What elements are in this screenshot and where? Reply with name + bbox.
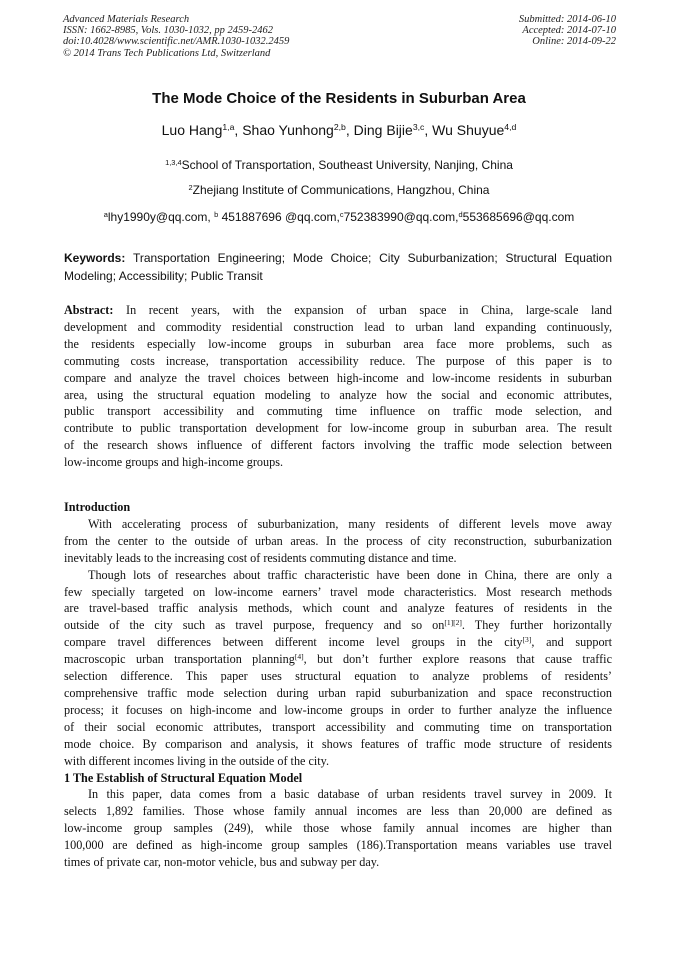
body-text: outside of the city such as travel purpose, frequency and so on <box>64 618 445 633</box>
submitted-date: Submitted: 2014-06-10 <box>518 14 616 25</box>
author-separator: , <box>424 122 433 138</box>
author-sup: 3,c <box>412 122 425 133</box>
doi-line: doi:10.4028/www.scientific.net/AMR.1030-1032.2459 <box>63 36 290 48</box>
email-sup: a <box>103 209 108 219</box>
affiliation-2 <box>0 183 678 197</box>
paper-title: The Mode Choice of the Residents in Suburban Area <box>152 90 526 107</box>
email-link[interactable]: lhy1990y@qq.com, <box>107 210 215 224</box>
accepted-date: Accepted: 2014-07-10 <box>522 25 616 37</box>
body-line <box>64 634 612 651</box>
body-text: , but don’t further explore reasons that cause traffic <box>303 652 612 667</box>
introduction-section <box>64 499 612 871</box>
abstract-line: area, using the structural equation modeling to analyze how the social and economic attributes, <box>64 387 612 402</box>
journal-name: Advanced Materials Research <box>63 14 190 25</box>
email-link[interactable]: 553685696@qq.com <box>462 210 575 224</box>
citation-ref[interactable]: [4] <box>294 652 304 661</box>
abstract-line: low-income groups and high-income groups. <box>64 455 283 470</box>
author-sup: 4,d <box>504 122 517 133</box>
author-name: Wu Shuyue <box>432 122 505 138</box>
body-line: inevitably leads to the increasing cost of residents commuting distance and time. <box>64 550 457 565</box>
body-line: With accelerating process of suburbanization, many residents of different levels move away <box>88 516 612 531</box>
body-line: with different incomes living in the outside of the city. <box>64 753 330 768</box>
email-sup: d <box>458 209 463 219</box>
body-line: are travel-based traffic analysis methods, which count and analyze features of residents in the <box>64 601 612 616</box>
body-line: selects 1,892 families. Those whose family annual incomes are less than 20,000 are defined as <box>64 804 612 819</box>
body-line: In this paper, data comes from a basic database of urban residents travel survey in 2009. It <box>88 787 612 802</box>
body-line: selection difference. This paper uses structural equation to analyze problems of residents’ <box>64 669 612 684</box>
body-line: from the center to the outside of urban areas. In the process of city reconstruction, suburbanization <box>64 533 612 548</box>
author-name: Luo Hang <box>161 122 223 138</box>
abstract-line: compare and analyze the travel choices between high-income and low-income residents in suburban <box>64 370 612 385</box>
affiliation-sup: 2 <box>188 182 193 192</box>
email-sup: c <box>339 209 344 219</box>
email-sup: b <box>214 209 219 219</box>
affiliation-text: School of Transportation, Southeast University, Nanjing, China <box>181 158 513 172</box>
body-text: macroscopic urban transportation planning <box>64 652 295 667</box>
author-name: Shao Yunhong <box>242 122 334 138</box>
email-link[interactable]: 451887696 @qq.com, <box>218 210 340 224</box>
body-line <box>64 617 612 634</box>
abstract-line: public transport accessibility and commuting time influence on traffic mode selection, and <box>64 404 612 419</box>
email-link[interactable]: 752383990@qq.com, <box>343 210 459 224</box>
body-text: , and support <box>531 635 612 650</box>
body-line: low-income group samples (249), while those whose family annual incomes are higher than <box>64 821 612 836</box>
introduction-heading: Introduction <box>64 500 131 514</box>
author-emails <box>0 210 678 224</box>
publication-dates <box>519 14 616 48</box>
abstract-line: commuting costs increase, transportation accessibility reduce. The purpose of this paper is to <box>64 353 612 368</box>
abstract-line <box>64 302 612 319</box>
online-date: Online: 2014-09-22 <box>532 36 616 48</box>
author-name: Ding Bijie <box>353 122 413 138</box>
author-sup: 1,a <box>222 122 235 133</box>
body-line: mode choice. By comparison and analysis, it shows features of traffic mode structure of residents <box>64 736 612 751</box>
issn-line: ISSN: 1662-8985, Vols. 1030-1032, pp 2459-2462 <box>63 25 273 37</box>
citation-ref[interactable]: [1][2] <box>444 618 462 628</box>
abstract-block <box>64 302 612 471</box>
body-line: process; it focuses on high-income and low-income groups in order to further analyze the influence <box>64 702 612 717</box>
abstract-line: the residents especially low-income groups in suburban area face more problems, such as <box>64 336 612 351</box>
keywords-text: Transportation Engineering; Mode Choice; City Suburbanization; Structural Equation <box>125 251 612 265</box>
section-1-heading: 1 The Establish of Structural Equation Model <box>64 770 303 785</box>
author-separator: , <box>234 122 243 138</box>
journal-info <box>63 14 289 59</box>
keywords-label: Keywords: <box>64 251 126 265</box>
abstract-label: Abstract: <box>64 303 114 317</box>
body-line: of their social economic attributes, transport accessibility and commuting time on transportation <box>64 719 612 734</box>
affiliation-sup: 1,3,4 <box>165 157 182 167</box>
body-line: comprehensive traffic mode selection during urban rapid suburbanization and space reconstruction <box>64 685 612 700</box>
body-text: compare travel differences between different income level groups in the city <box>64 635 523 650</box>
abstract-line: contribute to public transportation development for low-income group in suburban area. The result <box>64 421 612 436</box>
copyright-line: © 2014 Trans Tech Publications Ltd, Switzerland <box>63 47 271 59</box>
affiliation-1 <box>0 158 678 172</box>
author-sup: 2,b <box>333 122 346 133</box>
keywords-line: Modeling; Accessibility; Public Transit <box>64 268 263 283</box>
abstract-line: of the research shows influence of different factors involving the traffic mode selection between <box>64 438 612 453</box>
keywords-block <box>64 250 612 285</box>
abstract-line: development and commodity residential construction lead to urban land expanding continuously, <box>64 319 612 334</box>
body-line: 100,000 are defined as high-income group samples (186).Transportation means variables use travel <box>64 838 612 853</box>
body-text: . They further horizontally <box>461 618 612 633</box>
abstract-text: In recent years, with the expansion of urban space in China, large-scale land <box>113 303 612 317</box>
body-line: times of private car, non-motor vehicle, bus and subway per day. <box>64 855 380 870</box>
author-separator: , <box>345 122 354 138</box>
body-line: few specially targeted on low-income earners’ travel mode characteristics. Most research methods <box>64 584 612 599</box>
citation-ref[interactable]: [3] <box>522 635 532 645</box>
body-line: Though lots of researches about traffic characteristic have been done in China, there are only a <box>88 567 612 582</box>
body-line <box>64 651 612 668</box>
affiliation-text: Zhejiang Institute of Communications, Hangzhou, China <box>192 183 490 197</box>
keywords-line <box>64 250 612 268</box>
author-list <box>0 122 678 138</box>
